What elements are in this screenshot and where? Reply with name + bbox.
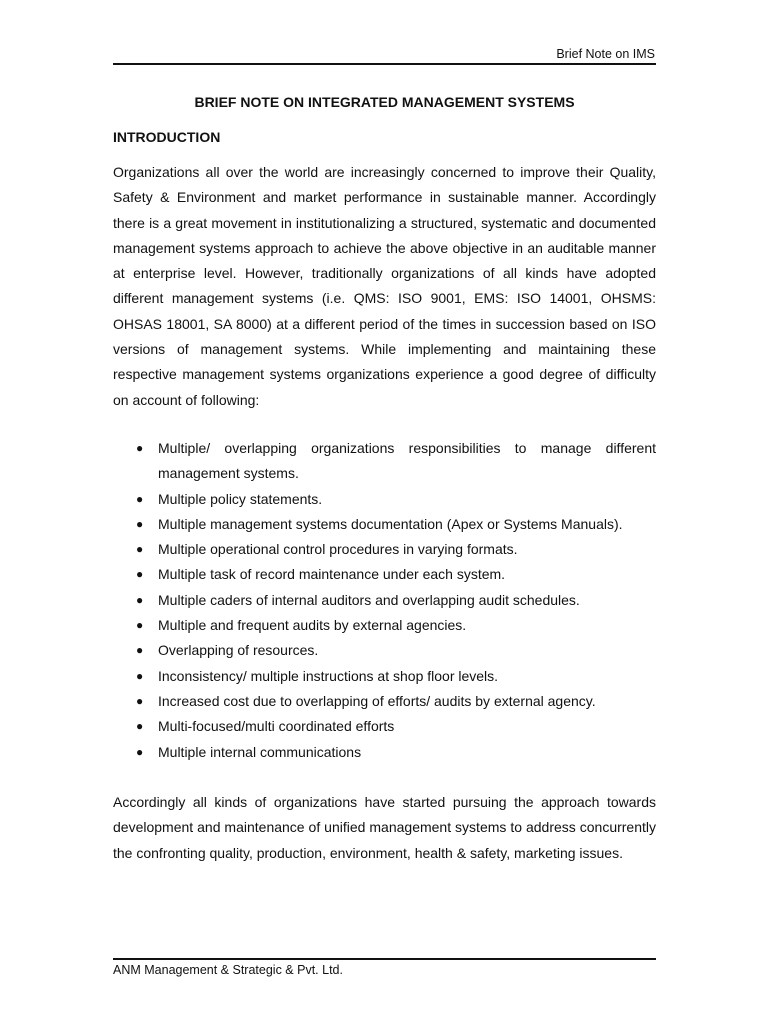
bullet-icon: ● — [136, 441, 144, 455]
bullet-icon: ● — [136, 693, 144, 708]
bullet-icon: ● — [136, 668, 144, 683]
list-item — [113, 436, 656, 487]
closing-paragraph: Accordingly all kinds of organizations have started pursuing the approach towards development and maintenance of unified management systems to address concurrently the confronting quality, production, environment, health & safety, marketing issues. — [113, 794, 656, 861]
list-item-text: Multiple policy statements. — [158, 490, 323, 507]
list-item-text: Multiple task of record maintenance under each system. — [158, 566, 506, 583]
list-item — [113, 537, 656, 562]
list-item-text: Multiple management systems documentation (Apex or Systems Manuals). — [158, 515, 623, 532]
list-item-text: Inconsistency/ multiple instructions at shop floor levels. — [158, 667, 499, 684]
bullet-icon: ● — [136, 516, 144, 531]
running-header: Brief Note on IMS — [556, 47, 655, 61]
bullet-icon: ● — [136, 744, 144, 759]
list-item-text: Multiple caders of internal auditors and overlapping audit schedules. — [158, 591, 580, 608]
list-item-text: Multiple internal communications — [158, 743, 362, 760]
list-item — [113, 512, 656, 537]
list-item — [113, 613, 656, 638]
bullet-icon: ● — [136, 592, 144, 607]
list-item — [113, 638, 656, 663]
list-item — [113, 562, 656, 587]
running-footer: ANM Management & Strategic & Pvt. Ltd. — [113, 963, 343, 977]
header-rule — [113, 63, 656, 65]
bullet-icon: ● — [136, 643, 144, 658]
list-item — [113, 714, 656, 739]
bullet-icon: ● — [136, 542, 144, 557]
document-title: BRIEF NOTE ON INTEGRATED MANAGEMENT SYSTEMS — [194, 94, 575, 110]
bullet-icon: ● — [136, 719, 144, 734]
section-heading: INTRODUCTION — [113, 129, 221, 145]
list-item-text: Multi-focused/multi coordinated efforts — [158, 718, 395, 735]
bullet-icon: ● — [136, 567, 144, 582]
list-item-text: Overlapping of resources. — [158, 642, 319, 659]
list-item-text: Multiple operational control procedures in varying formats. — [158, 541, 518, 558]
list-item — [113, 588, 656, 613]
footer-rule — [113, 958, 656, 960]
bullet-icon: ● — [136, 618, 144, 633]
list-item — [113, 664, 656, 689]
bullet-icon: ● — [136, 491, 144, 506]
list-item — [113, 487, 656, 512]
list-item-text: Increased cost due to overlapping of efforts/ audits by external agency. — [158, 692, 596, 709]
difficulty-list — [113, 436, 656, 765]
list-item-text: Multiple/ overlapping organizations responsibilities to manage different management systems. — [158, 440, 656, 482]
list-item — [113, 689, 656, 714]
intro-paragraph: Organizations all over the world are increasingly concerned to improve their Quality, Safety & Environment and market performance in sustainable manner. Accordingly there is a great movement in institutionalizing a structured, systematic and documented management systems approach to achieve the above objective in an auditable manner at enterprise level. However, traditionally organizations of all kinds have adopted different management systems (i.e. QMS: ISO 9001, EMS: ISO 14001, OHSMS: OHSAS 18001, SA 8000) at a different period of the times in succession based on ISO versions of management systems. While implementing and maintaining these respective management systems organizations experience a good degree of difficulty on account of following: — [113, 164, 656, 408]
list-item-text: Multiple and frequent audits by external agencies. — [158, 617, 467, 634]
list-item — [113, 740, 656, 765]
